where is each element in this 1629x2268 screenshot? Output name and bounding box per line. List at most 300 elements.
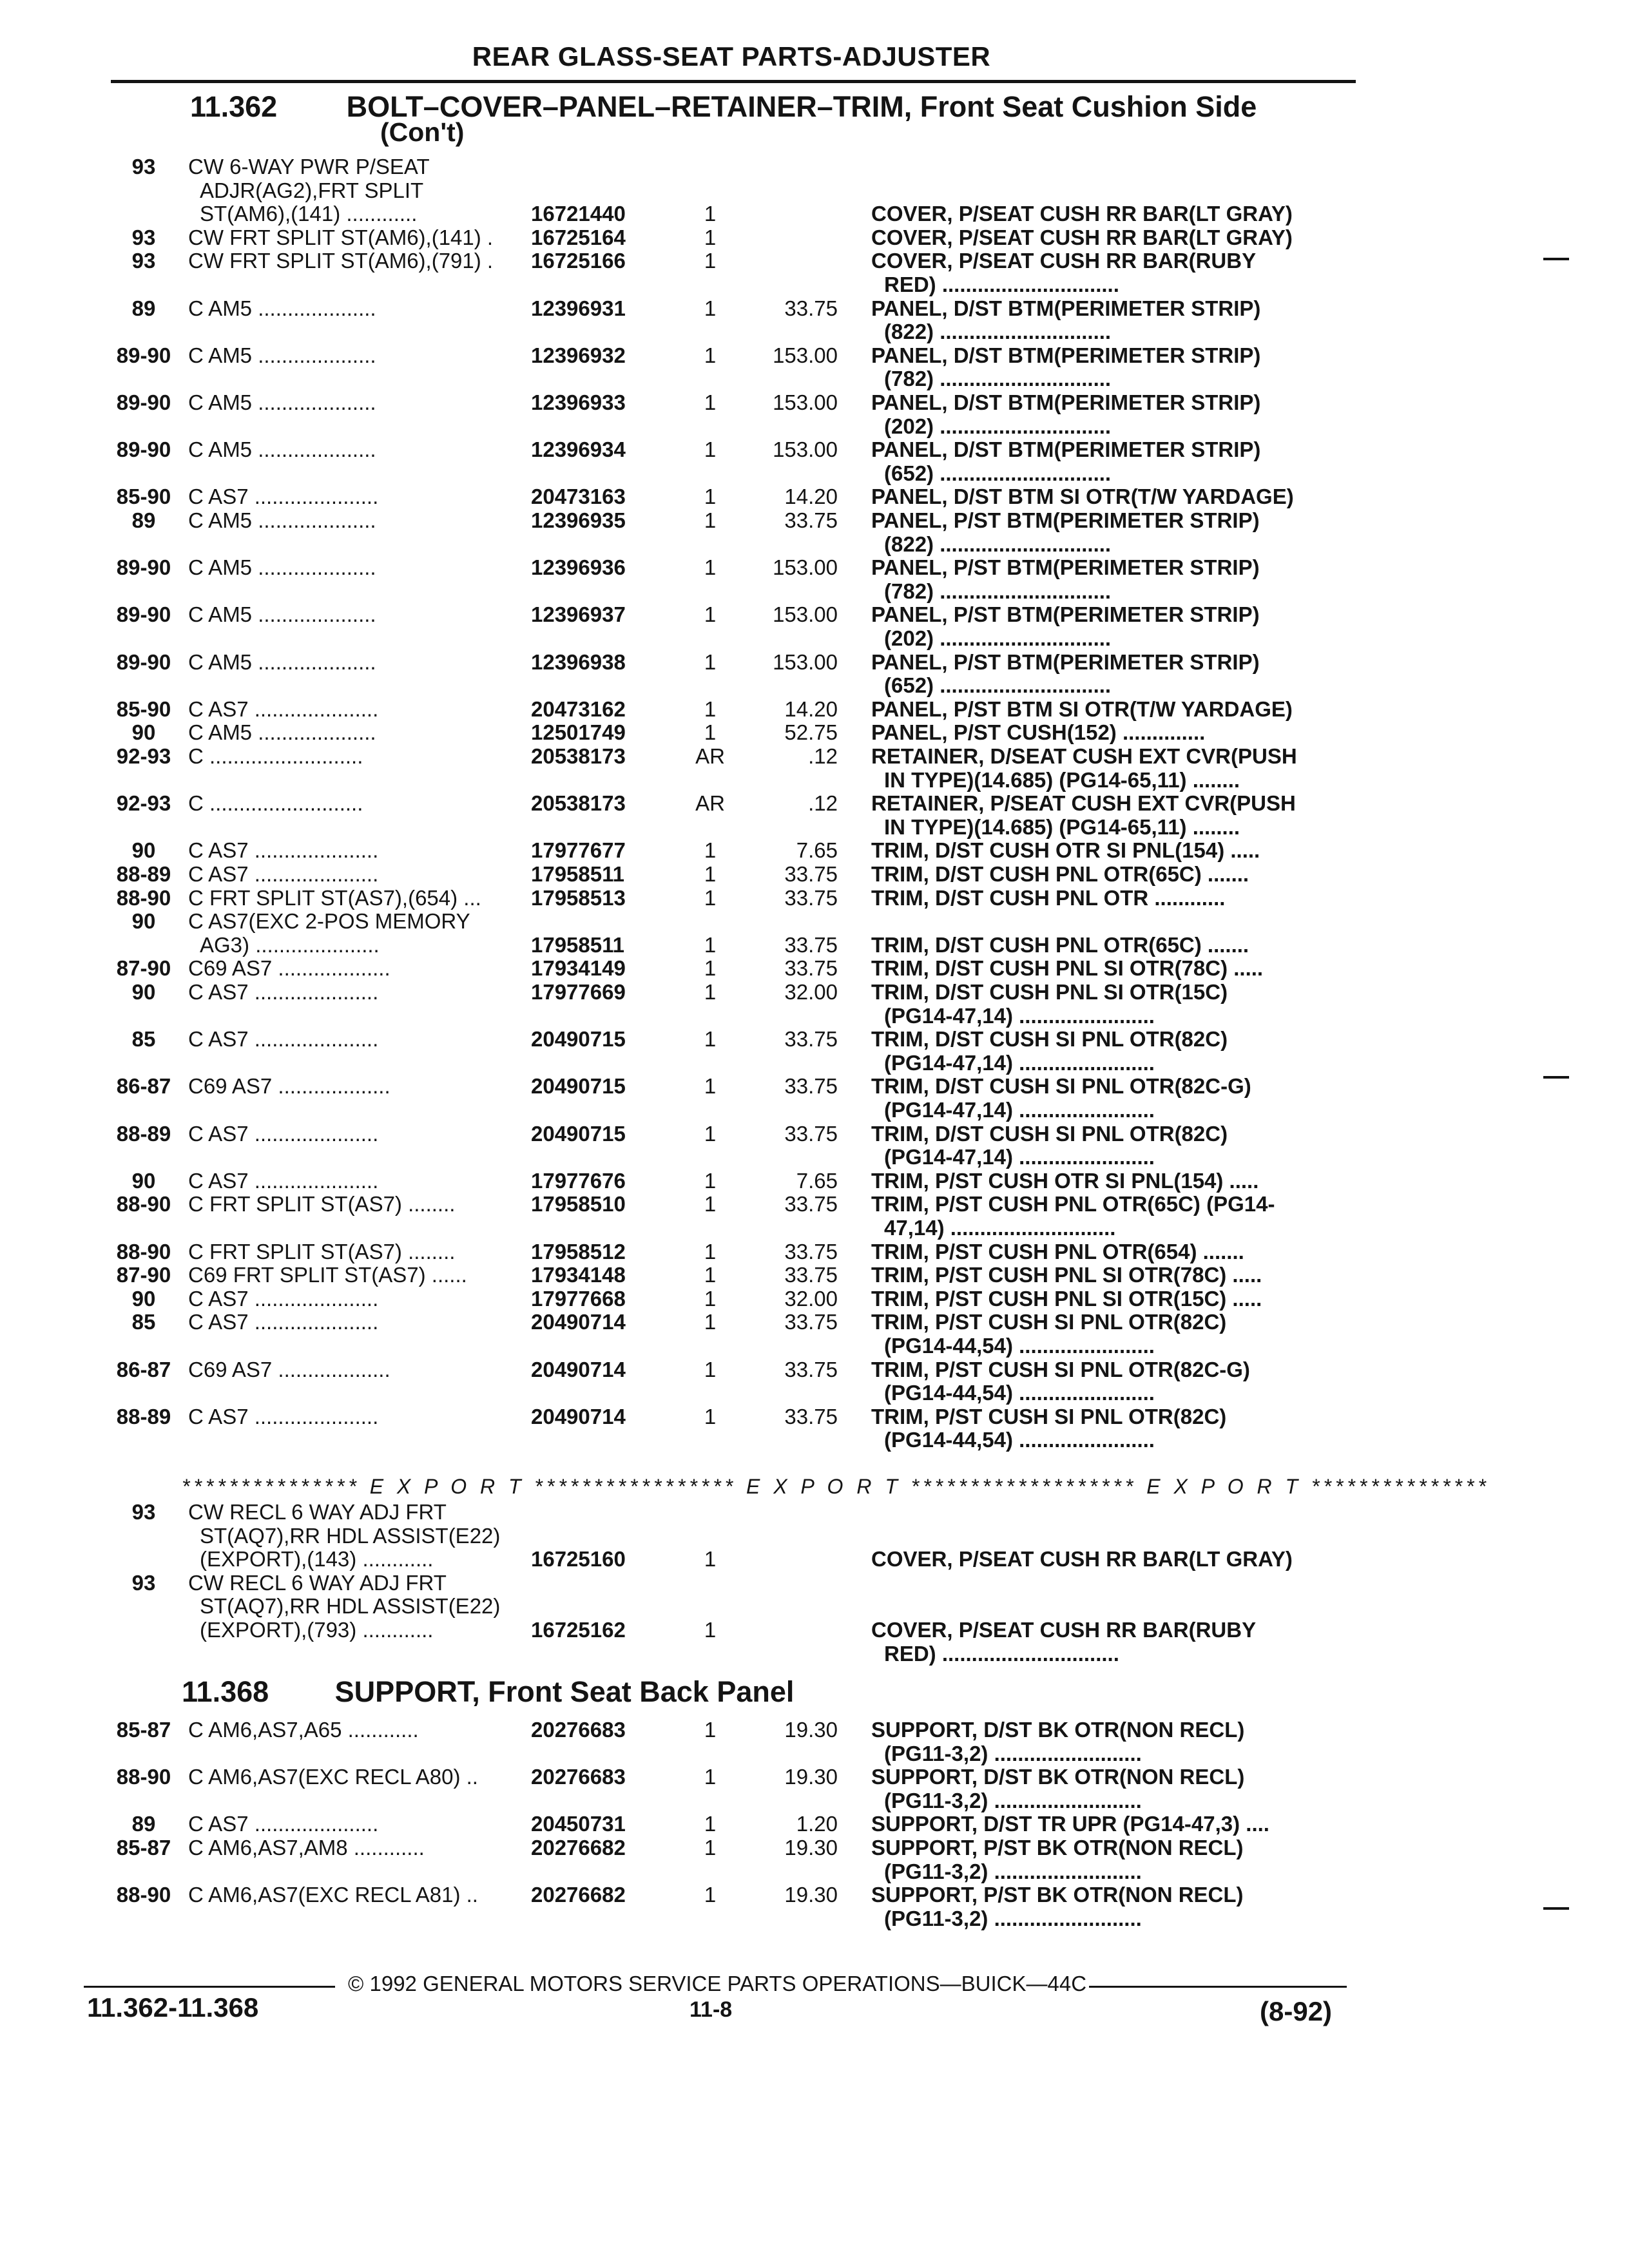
table-row [0,602,1629,627]
application: C FRT SPLIT ST(AS7) ........ [188,1239,456,1264]
description: PANEL, D/ST BTM(PERIMETER STRIP) [871,296,1261,320]
table-row [0,1122,1629,1146]
part-number: 12396935 [531,508,626,532]
application: CW 6-WAY PWR P/SEAT [188,155,430,178]
part-number: 20490715 [531,1027,626,1052]
part-number: 16725166 [531,249,626,273]
price: 33.75 [784,1074,838,1099]
table-row [0,1263,1629,1287]
description: TRIM, D/ST CUSH SI PNL OTR(82C-G) [871,1074,1251,1099]
model-year: 93 [131,1500,156,1524]
part-number: 20276683 [531,1718,626,1742]
price: 1.20 [796,1812,838,1836]
price: 19.30 [784,1765,838,1789]
table-row [0,1169,1629,1193]
footer-date-code: (8-92) [1260,1996,1333,2026]
application-continued: AG3) ..................... [200,932,380,957]
part-number: 12396931 [531,296,626,320]
table-row [0,1310,1629,1334]
part-number: 20490714 [531,1357,626,1381]
description: COVER, P/SEAT CUSH RR BAR(RUBY [871,1618,1257,1642]
application: C FRT SPLIT ST(AS7) ........ [188,1192,456,1216]
price: 33.75 [784,1263,838,1287]
application: C69 AS7 ................... [188,956,390,981]
application: C AM5 .................... [188,343,376,367]
quantity: 1 [704,1286,717,1311]
model-year: 89 [131,508,156,532]
table-row [0,791,1629,816]
description-continued: (PG14-44,54) ....................... [884,1428,1155,1452]
description-continued: RED) .............................. [884,1641,1119,1666]
application: C AS7 ..................... [188,1310,379,1334]
quantity: 1 [704,1121,717,1146]
model-year: 93 [131,1570,156,1595]
description: SUPPORT, D/ST BK OTR(NON RECL) [871,1765,1245,1789]
table-row [0,1718,1629,1742]
quantity: 1 [704,1263,717,1287]
table-row [0,650,1629,675]
table-row [0,1098,1629,1122]
footer-copyright: © 1992 GENERAL MOTORS SERVICE PARTS OPERATIONS—BUICK—44C [348,1972,1087,1995]
description: PANEL, P/ST BTM(PERIMETER STRIP) [871,508,1260,532]
table-row [0,1051,1629,1075]
table-row [0,673,1629,698]
part-number: 20276682 [531,1836,626,1860]
quantity: 1 [704,1192,717,1216]
table-row [0,1428,1629,1452]
quantity: 1 [704,1618,717,1642]
price: 33.75 [784,862,838,886]
quantity: 1 [704,1547,717,1571]
description: TRIM, P/ST CUSH OTR SI PNL(154) ..... [871,1168,1259,1193]
price: 33.75 [784,1027,838,1052]
model-year: 86-87 [116,1357,171,1381]
description-continued: (652) ............................. [884,673,1112,698]
price: 153.00 [773,343,838,367]
price: 153.00 [773,649,838,674]
quantity: 1 [704,1765,717,1789]
model-year: 86-87 [116,1074,171,1099]
model-year: 85-87 [116,1718,171,1742]
price: 33.75 [784,1310,838,1334]
table-row [0,720,1629,745]
application: CW RECL 6 WAY ADJ FRT [188,1570,447,1595]
quantity: 1 [704,697,717,721]
table-row [0,744,1629,769]
price: 153.00 [773,555,838,580]
description: PANEL, P/ST BTM(PERIMETER STRIP) [871,602,1260,627]
part-number: 17934149 [531,956,626,981]
table-row [0,1618,1629,1642]
price: 153.00 [773,602,838,627]
application: C AS7 ..................... [188,485,379,509]
model-year: 85-87 [116,1836,171,1860]
table-row [0,1192,1629,1216]
description-continued: (782) ............................. [884,367,1112,391]
quantity: AR [695,791,725,816]
application-continued: ADJR(AG2),FRT SPLIT [200,178,424,202]
model-year: 88-90 [116,885,171,910]
quantity: 1 [704,602,717,627]
table-row [0,1812,1629,1836]
quantity: 1 [704,1404,717,1428]
application: C AS7 ..................... [188,980,379,1004]
price: 14.20 [784,485,838,509]
table-row [0,626,1629,651]
table-row [0,579,1629,604]
table-row [0,1405,1629,1429]
part-number: 12396937 [531,602,626,627]
model-year: 88-90 [116,1239,171,1264]
quantity: 1 [704,838,717,863]
quantity: 1 [704,1836,717,1860]
description-continued: (652) ............................. [884,461,1112,485]
quantity: 1 [704,1718,717,1742]
quantity: 1 [704,485,717,509]
quantity: 1 [704,1883,717,1907]
section-continued: (Con't) [380,117,465,147]
description: TRIM, D/ST CUSH PNL OTR(65C) ....... [871,862,1249,886]
export-banner: *************** E X P O R T ***************** E X P O R T ******************* E X P O R T *************** [182,1475,1490,1498]
table-row [0,1334,1629,1358]
application: CW FRT SPLIT ST(AM6),(791) . [188,249,494,273]
description-continued: RED) .............................. [884,273,1119,296]
section-heading-11-368 [182,1675,794,1709]
price: 33.75 [784,1357,838,1381]
table-row [0,1883,1629,1907]
table-row [0,414,1629,439]
model-year: 89 [131,296,156,320]
model-year: 93 [131,249,156,273]
part-number: 20490714 [531,1404,626,1428]
table-row [0,1836,1629,1860]
table-row [0,956,1629,981]
description: TRIM, P/ST CUSH PNL SI OTR(78C) ..... [871,1263,1262,1287]
application: C AS7 ..................... [188,862,379,886]
model-year: 88-90 [116,1765,171,1789]
price: 153.00 [773,437,838,462]
application: C AS7 ..................... [188,1812,379,1836]
quantity: 1 [704,202,717,226]
part-number: 20473162 [531,697,626,721]
quantity: 1 [704,390,717,414]
quantity: 1 [704,932,717,957]
table-row [0,1642,1629,1666]
description-continued: (822) ............................. [884,532,1112,556]
application: C AS7 ..................... [188,838,379,863]
table-row [0,202,1629,226]
page-header: REAR GLASS-SEAT PARTS-ADJUSTER [472,41,991,72]
model-year: 85-90 [116,485,171,509]
part-number: 16721440 [531,202,626,226]
description: COVER, P/SEAT CUSH RR BAR(LT GRAY) [871,225,1293,249]
part-number: 16725160 [531,1547,626,1571]
application: C AM6,AS7(EXC RECL A80) .. [188,1765,478,1789]
description-continued: (PG14-47,14) ....................... [884,1003,1155,1028]
description: TRIM, P/ST CUSH SI PNL OTR(82C-G) [871,1357,1250,1381]
margin-mark [1543,1076,1569,1079]
application: C AM5 .................... [188,390,376,414]
application: C AS7 ..................... [188,1168,379,1193]
description: PANEL, D/ST BTM(PERIMETER STRIP) [871,343,1261,367]
description: COVER, P/SEAT CUSH RR BAR(LT GRAY) [871,1547,1293,1571]
price: 52.75 [784,720,838,745]
price: 33.75 [784,1404,838,1428]
model-year: 90 [131,909,156,934]
price: 153.00 [773,390,838,414]
model-year: 88-89 [116,862,171,886]
model-year: 85-90 [116,697,171,721]
table-row [0,1907,1629,1931]
section-title: SUPPORT, Front Seat Back Panel [334,1675,795,1708]
table-row [0,815,1629,840]
application-continued: ST(AQ7),RR HDL ASSIST(E22) [200,1523,501,1548]
table-row [0,1547,1629,1571]
part-number: 12396934 [531,437,626,462]
description-continued: (822) ............................. [884,320,1112,344]
part-number: 20538173 [531,791,626,816]
description-continued: (PG11-3,2) ......................... [884,1859,1142,1883]
application: C AS7 ..................... [188,1404,379,1428]
table-row [0,1358,1629,1382]
table-row [0,155,1629,179]
description: COVER, P/SEAT CUSH RR BAR(RUBY [871,249,1257,273]
part-number: 17958512 [531,1239,626,1264]
model-year: 90 [131,980,156,1004]
price: 32.00 [784,980,838,1004]
table-row [0,886,1629,910]
table-row [0,1789,1629,1813]
price: 33.75 [784,885,838,910]
price: 33.75 [784,1192,838,1216]
table-row [0,1216,1629,1240]
table-row [0,1765,1629,1789]
quantity: 1 [704,343,717,367]
description-continued: (PG14-47,14) ....................... [884,1098,1155,1122]
quantity: 1 [704,1074,717,1099]
part-number: 20450731 [531,1812,626,1836]
footer-rule-left [84,1986,335,1988]
description-continued: (PG11-3,2) ......................... [884,1788,1142,1812]
table-row [0,296,1629,321]
table-row [0,1594,1629,1619]
description: RETAINER, P/SEAT CUSH EXT CVR(PUSH [871,791,1296,816]
model-year: 89-90 [116,649,171,674]
application: C AM6,AS7(EXC RECL A81) .. [188,1883,478,1907]
application: C AM5 .................... [188,437,376,462]
description: PANEL, D/ST BTM SI OTR(T/W YARDAGE) [871,485,1294,509]
table-row [0,343,1629,368]
description-continued: (PG14-44,54) ....................... [884,1334,1155,1358]
application: C AM5 .................... [188,508,376,532]
part-number: 16725164 [531,225,626,249]
model-year: 88-90 [116,1883,171,1907]
description: PANEL, D/ST BTM(PERIMETER STRIP) [871,437,1261,462]
application: C69 AS7 ................... [188,1074,390,1099]
price: 7.65 [796,1168,838,1193]
description-continued: (202) ............................. [884,414,1112,438]
table-row [0,1381,1629,1405]
quantity: 1 [704,555,717,580]
table-row [0,461,1629,486]
quantity: 1 [704,720,717,745]
application: C .......................... [188,744,363,768]
table-row [0,1860,1629,1884]
application: C AM5 .................... [188,296,376,320]
model-year: 87-90 [116,1263,171,1287]
part-number: 17958511 [531,862,625,886]
part-number: 17958511 [531,932,625,957]
price: 14.20 [784,697,838,721]
table-row [0,178,1629,203]
description-continued: (782) ............................. [884,579,1112,603]
description: RETAINER, D/SEAT CUSH EXT CVR(PUSH [871,744,1297,768]
description-continued: IN TYPE)(14.685) (PG14-65,11) ........ [884,767,1240,792]
model-year: 90 [131,838,156,863]
section-number: 11.362 [190,90,278,123]
quantity: 1 [704,1239,717,1264]
application: C .......................... [188,791,363,816]
description-continued: (PG11-3,2) ......................... [884,1741,1142,1765]
table-row [0,1287,1629,1311]
description: SUPPORT, P/ST BK OTR(NON RECL) [871,1883,1244,1907]
part-number: 20538173 [531,744,626,768]
table-row [0,1524,1629,1548]
application: C AM5 .................... [188,555,376,580]
description: SUPPORT, P/ST BK OTR(NON RECL) [871,1836,1244,1860]
application: C69 FRT SPLIT ST(AS7) ...... [188,1263,467,1287]
part-number: 17977676 [531,1168,626,1193]
quantity: 1 [704,1027,717,1052]
quantity: 1 [704,1357,717,1381]
part-number: 17977669 [531,980,626,1004]
application: C AS7 ..................... [188,697,379,721]
part-number: 20276683 [531,1765,626,1789]
description: TRIM, D/ST CUSH OTR SI PNL(154) ..... [871,838,1260,863]
table-row [0,1571,1629,1595]
application: C FRT SPLIT ST(AS7),(654) ... [188,885,481,910]
table-row [0,555,1629,580]
header-rule [111,80,1356,83]
table-row [0,367,1629,391]
price: 33.75 [784,956,838,981]
margin-mark [1543,258,1569,260]
part-number: 16725162 [531,1618,626,1642]
description: TRIM, D/ST CUSH SI PNL OTR(82C) [871,1121,1228,1146]
price: 33.75 [784,508,838,532]
part-number: 12396936 [531,555,626,580]
part-number: 17977668 [531,1286,626,1311]
model-year: 90 [131,1286,156,1311]
margin-mark [1543,1907,1569,1910]
description: PANEL, P/ST BTM(PERIMETER STRIP) [871,649,1260,674]
application: CW FRT SPLIT ST(AM6),(141) . [188,225,494,249]
price: 33.75 [784,1239,838,1264]
description-continued: (202) ............................. [884,626,1112,650]
description: TRIM, P/ST CUSH SI PNL OTR(82C) [871,1404,1227,1428]
description: SUPPORT, D/ST BK OTR(NON RECL) [871,1718,1245,1742]
application: C AS7 ..................... [188,1121,379,1146]
description-continued: (PG11-3,2) ......................... [884,1906,1142,1930]
description: TRIM, P/ST CUSH PNL OTR(654) ....... [871,1239,1244,1264]
part-number: 17958510 [531,1192,626,1216]
description: PANEL, P/ST BTM(PERIMETER STRIP) [871,555,1260,580]
description: TRIM, P/ST CUSH PNL OTR(65C) (PG14- [871,1192,1275,1216]
table-row [0,838,1629,863]
part-number: 20490715 [531,1074,626,1099]
application: CW RECL 6 WAY ADJ FRT [188,1500,447,1524]
application-continued: (EXPORT),(143) ............ [200,1547,434,1571]
application: C AM5 .................... [188,720,376,745]
description-continued: (PG14-47,14) ....................... [884,1145,1155,1169]
footer-section-range: 11.362-11.368 [87,1992,259,2023]
table-row [0,1027,1629,1052]
model-year: 89-90 [116,390,171,414]
application: C AM6,AS7,AM8 ............ [188,1836,425,1860]
model-year: 92-93 [116,744,171,768]
quantity: 1 [704,249,717,273]
table-row [0,532,1629,557]
footer-page-number: 11-8 [689,1997,733,2022]
table-row [0,1500,1629,1524]
quantity: 1 [704,1168,717,1193]
quantity: 1 [704,980,717,1004]
part-number: 20490715 [531,1121,626,1146]
price: 32.00 [784,1286,838,1311]
part-number: 17958513 [531,885,626,910]
quantity: 1 [704,956,717,981]
description: TRIM, D/ST CUSH PNL OTR(65C) ....... [871,932,1249,957]
part-number: 20276682 [531,1883,626,1907]
table-row [0,697,1629,722]
quantity: 1 [704,508,717,532]
model-year: 90 [131,1168,156,1193]
quantity: 1 [704,1310,717,1334]
table-row [0,1004,1629,1028]
table-row [0,862,1629,887]
description: TRIM, D/ST CUSH SI PNL OTR(82C) [871,1027,1228,1052]
table-row [0,980,1629,1004]
table-row [0,508,1629,533]
model-year: 90 [131,720,156,745]
quantity: 1 [704,437,717,462]
table-row [0,1240,1629,1264]
application: C AS7(EXC 2-POS MEMORY [188,909,470,934]
description-continued: IN TYPE)(14.685) (PG14-65,11) ........ [884,814,1240,839]
description-continued: (PG14-44,54) ....................... [884,1381,1155,1405]
section-number: 11.368 [182,1675,269,1708]
price: 19.30 [784,1883,838,1907]
model-year: 93 [131,155,156,178]
part-number: 12396938 [531,649,626,674]
table-row [0,485,1629,509]
description: TRIM, D/ST CUSH PNL SI OTR(78C) ..... [871,956,1264,981]
part-number: 20490714 [531,1310,626,1334]
quantity: 1 [704,1812,717,1836]
table-row [0,933,1629,957]
part-number: 20473163 [531,485,626,509]
quantity: 1 [704,649,717,674]
description: TRIM, D/ST CUSH PNL OTR ............ [871,885,1226,910]
part-number: 12396933 [531,390,626,414]
price: 33.75 [784,1121,838,1146]
quantity: 1 [704,296,717,320]
description: PANEL, P/ST BTM SI OTR(T/W YARDAGE) [871,697,1293,721]
application: C AM5 .................... [188,602,376,627]
section-heading-11-362 [190,90,1257,124]
model-year: 89-90 [116,437,171,462]
description: TRIM, D/ST CUSH PNL SI OTR(15C) [871,980,1228,1004]
